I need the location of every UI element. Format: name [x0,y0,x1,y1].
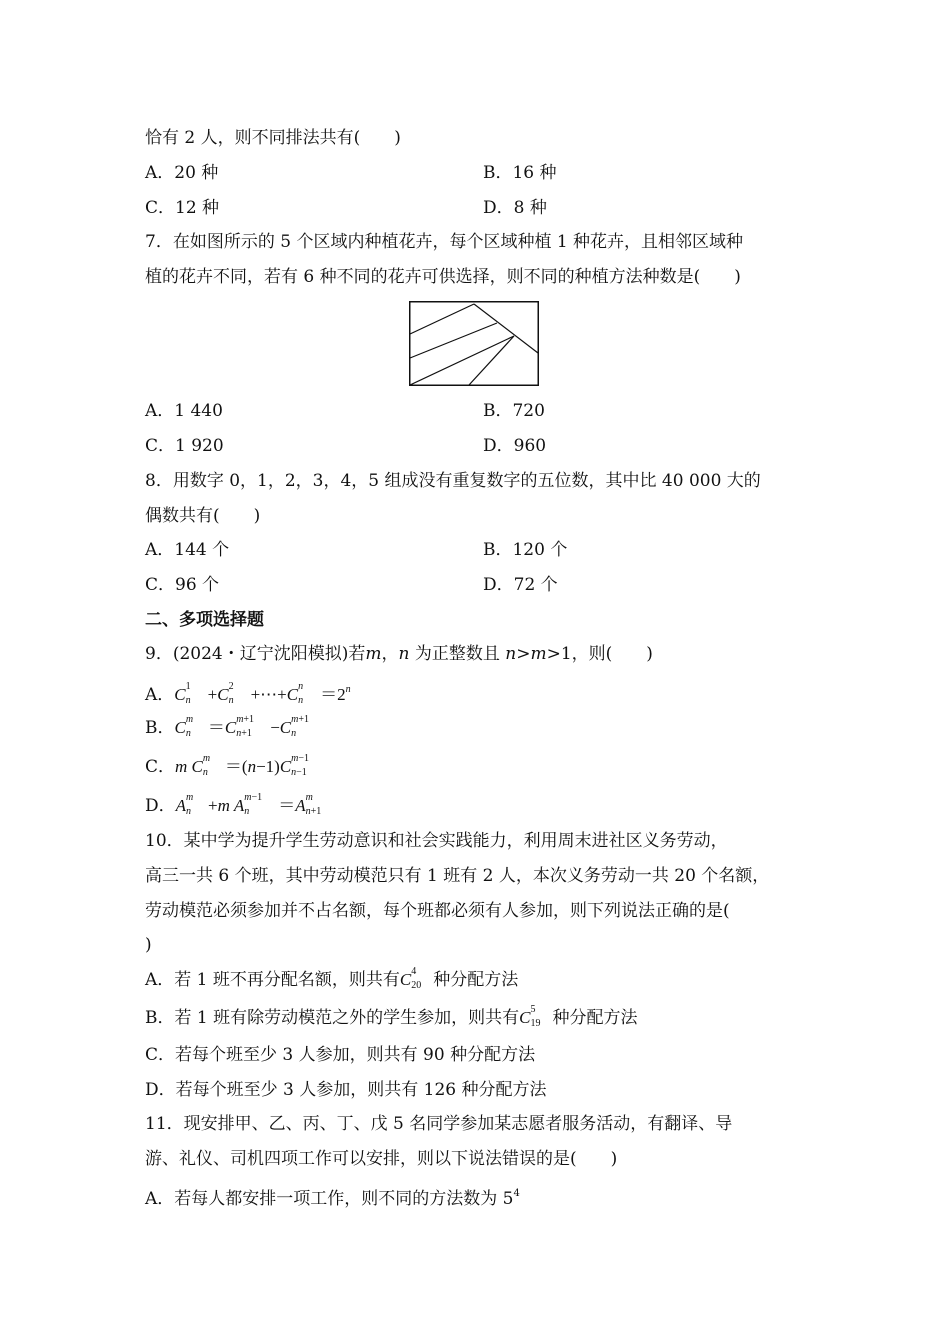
q10-option-a-formula: C 4 20 [399,966,422,991]
q10-option-b-formula: C 5 19 [519,1004,541,1029]
q7-option-a: A．1 440 [145,401,223,421]
section-heading-multiple-choice: 二、多项选择题 [145,610,264,630]
q9-option-a-formula: C 1 n +C 2 n +⋯+C n n $=2^n$ [174,681,351,706]
q8-option-b: B．120 个 [483,540,568,560]
q9-option-d-formula: A m n +m A m−1 n ＝A m n+1 [175,792,322,817]
q9-var-m: m [365,644,382,664]
q10-option-b-text: B．若 1 班有除劳动模范之外的学生参加，则共有 [145,1008,520,1028]
q10-option-c: C．若每个班至少 3 人参加，则共有 90 种分配方法 [145,1045,536,1065]
q9-option-b-label: B． [145,718,175,738]
q7-option-c: C．1 920 [145,436,224,456]
q9-option-c-formula: m C m n ＝(n−1)C m−1 n−1 [175,753,310,778]
q7-stem-line2: 植的花卉不同，若有 6 种不同的花卉可供选择，则不同的种植方法种数是( ) [145,267,741,287]
q9-option-b-formula: C m n ＝C m+1 n+1 −C m+1 n [174,714,309,739]
q8-option-d: D．72 个 [483,575,558,595]
q7-option-d: D．960 [483,436,547,456]
q10-option-b [145,1006,637,1030]
q8-option-a: A．144 个 [145,540,230,560]
figure-divider-4 [410,336,514,385]
q10-option-a-suffix: 种分配方法 [433,970,519,990]
q9-option-a [145,678,351,706]
q10-stem-line4: ) [145,935,152,955]
q10-stem-line3: 劳动模范必须参加并不占名额，每个班都必须有人参加，则下列说法正确的是( [145,901,730,921]
q10-stem-line2: 高三一共 6 个班，其中劳动模范只有 1 班有 2 人，本次义务劳动一共 20 个名额， [145,866,770,886]
q6-option-d: D．8 种 [483,198,547,218]
q9-stem [145,642,653,666]
q6-option-a: A．20 种 [145,163,219,183]
q8-stem-line1: 8．用数字 0，1，2，3，4，5 组成没有重复数字的五位数，其中比 40 000 大的 [145,471,761,491]
q6-option-c: C．12 种 [145,198,220,218]
q9-tail: >1，则( ) [546,644,653,664]
q8-stem-line2: 偶数共有( ) [145,506,261,526]
q9-option-c [145,755,325,779]
q9-option-d [145,794,340,818]
figure-divider-1 [410,304,474,334]
q10-option-d: D．若每个班至少 3 人参加，则共有 126 种分配方法 [145,1080,547,1100]
q7-option-b: B．720 [483,401,545,421]
q9-comma: ， [381,644,399,664]
q6-option-b: B．16 种 [483,163,557,183]
q10-stem-line1: 10．某中学为提升学生劳动意识和社会实践能力，利用周末进社区义务劳动， [145,831,728,851]
q10-option-a-text: A．若 1 班不再分配名额，则共有 [145,970,400,990]
q9-mid: 为正整数且 [409,644,506,664]
figure-border [410,302,539,386]
q11-stem-line2: 游、礼仪、司机四项工作可以安排，则以下说法错误的是( ) [145,1149,618,1169]
q9-option-c-label: C． [145,757,176,777]
q10-option-b-suffix: 种分配方法 [552,1008,638,1028]
q11-stem-line1: 11．现安排甲、乙、丙、丁、戊 5 名同学参加某志愿者服务活动，有翻译、导 [145,1114,733,1134]
q9-option-d-label: D． [145,796,176,816]
q7-stem-line1: 7．在如图所示的 5 个区域内种植花卉，每个区域种植 1 种花卉，且相邻区域种 [145,232,744,252]
q6-stem-tail: 恰有 2 人，则不同排法共有( ) [145,128,401,148]
q8-option-c: C．96 个 [145,575,220,595]
q9-option-b [145,716,325,740]
five-region-figure [409,301,539,386]
q9-condition: n>m [505,644,547,664]
q11-option-a [145,1182,520,1209]
q11-option-a-text: A．若每人都安排一项工作，则不同的方法数为 5 [145,1189,514,1209]
q11-option-a-exponent: 4 [513,1188,520,1199]
figure-divider-5 [469,336,514,385]
q9-option-a-label: A． [145,685,175,705]
q9-var-n: n [398,644,410,664]
q10-option-a [145,968,518,992]
q9-prefix: 9．(2024・辽宁沈阳模拟)若 [145,644,366,664]
